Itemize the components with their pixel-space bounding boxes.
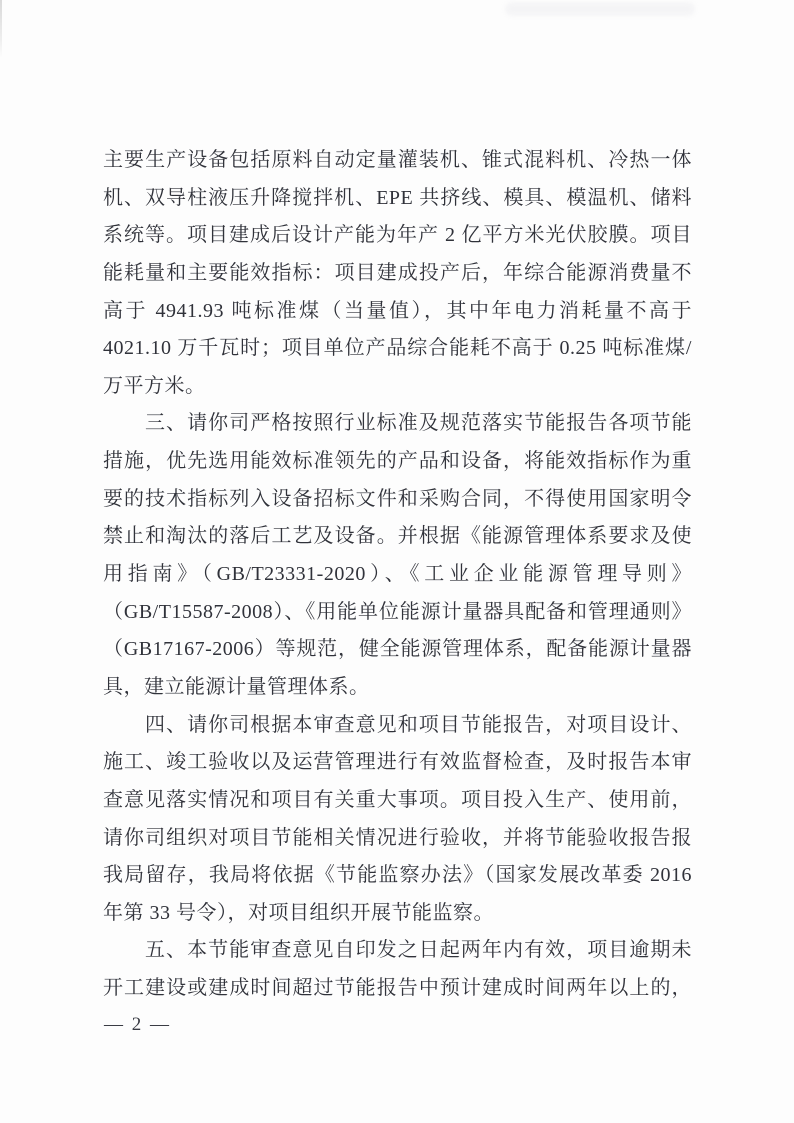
text-line: （GB17167-2006）等规范，健全能源管理体系，配备能源计量器 bbox=[103, 638, 692, 661]
text-line: 年第 33 号令），对项目组织开展节能监察。 bbox=[103, 901, 494, 924]
text-line: 用指南》（GB/T23331-2020）、《工业企业能源管理导则》 bbox=[103, 563, 692, 586]
text-line: 五、本节能审查意见自印发之日起两年内有效，项目逾期未 bbox=[145, 939, 692, 962]
text-line: 查意见落实情况和项目有关重大事项。项目投入生产、使用前， bbox=[103, 788, 692, 811]
text-line: 4021.10 万千瓦时；项目单位产品综合能耗不高于 0.25 吨标准煤/ bbox=[103, 337, 692, 360]
text-line: 系统等。项目建成后设计产能为年产 2 亿平方米光伏胶膜。项目 bbox=[103, 224, 692, 247]
text-line: 万平方米。 bbox=[103, 374, 206, 397]
document-body bbox=[103, 142, 692, 1008]
text-line: 机、双导柱液压升降搅拌机、EPE 共挤线、模具、模温机、储料 bbox=[103, 186, 692, 209]
scan-edge-artifact bbox=[0, 0, 2, 58]
text-line: 具，建立能源计量管理体系。 bbox=[103, 675, 370, 698]
paragraph-item-3 bbox=[103, 405, 692, 706]
paragraph-continuation bbox=[103, 142, 692, 405]
text-line: 请你司组织对项目节能相关情况进行验收，并将节能验收报告报 bbox=[103, 826, 692, 849]
text-line: 主要生产设备包括原料自动定量灌装机、锥式混料机、冷热一体 bbox=[103, 149, 692, 171]
text-line: 施工、竣工验收以及运营管理进行有效监督检查，及时报告本审 bbox=[103, 751, 692, 774]
paragraph-item-5 bbox=[103, 932, 692, 1007]
text-line: 我局留存，我局将依据《节能监察办法》（国家发展改革委 2016 bbox=[103, 864, 692, 887]
paragraph-item-4 bbox=[103, 707, 692, 933]
text-line: 开工建设或建成时间超过节能报告中预计建成时间两年以上的， bbox=[103, 977, 692, 1000]
scan-smudge-artifact bbox=[505, 2, 695, 16]
page-number: — 2 — bbox=[104, 1014, 171, 1035]
text-line: 要的技术指标列入设备招标文件和采购合同，不得使用国家明令 bbox=[103, 487, 692, 510]
text-line: 能耗量和主要能效指标：项目建成投产后，年综合能源消费量不 bbox=[103, 261, 692, 284]
text-line: （GB/T15587-2008）、《用能单位能源计量器具配备和管理通则》 bbox=[103, 600, 692, 623]
text-line: 禁止和淘汰的落后工艺及设备。并根据《能源管理体系要求及使 bbox=[103, 525, 692, 548]
text-line: 四、请你司根据本审查意见和项目节能报告，对项目设计、 bbox=[145, 713, 692, 736]
text-line: 三、请你司严格按照行业标准及规范落实节能报告各项节能 bbox=[145, 412, 692, 435]
text-line: 高于 4941.93 吨标准煤（当量值），其中年电力消耗量不高于 bbox=[103, 299, 692, 322]
text-line: 措施，优先选用能效标准领先的产品和设备，将能效指标作为重 bbox=[103, 450, 692, 473]
